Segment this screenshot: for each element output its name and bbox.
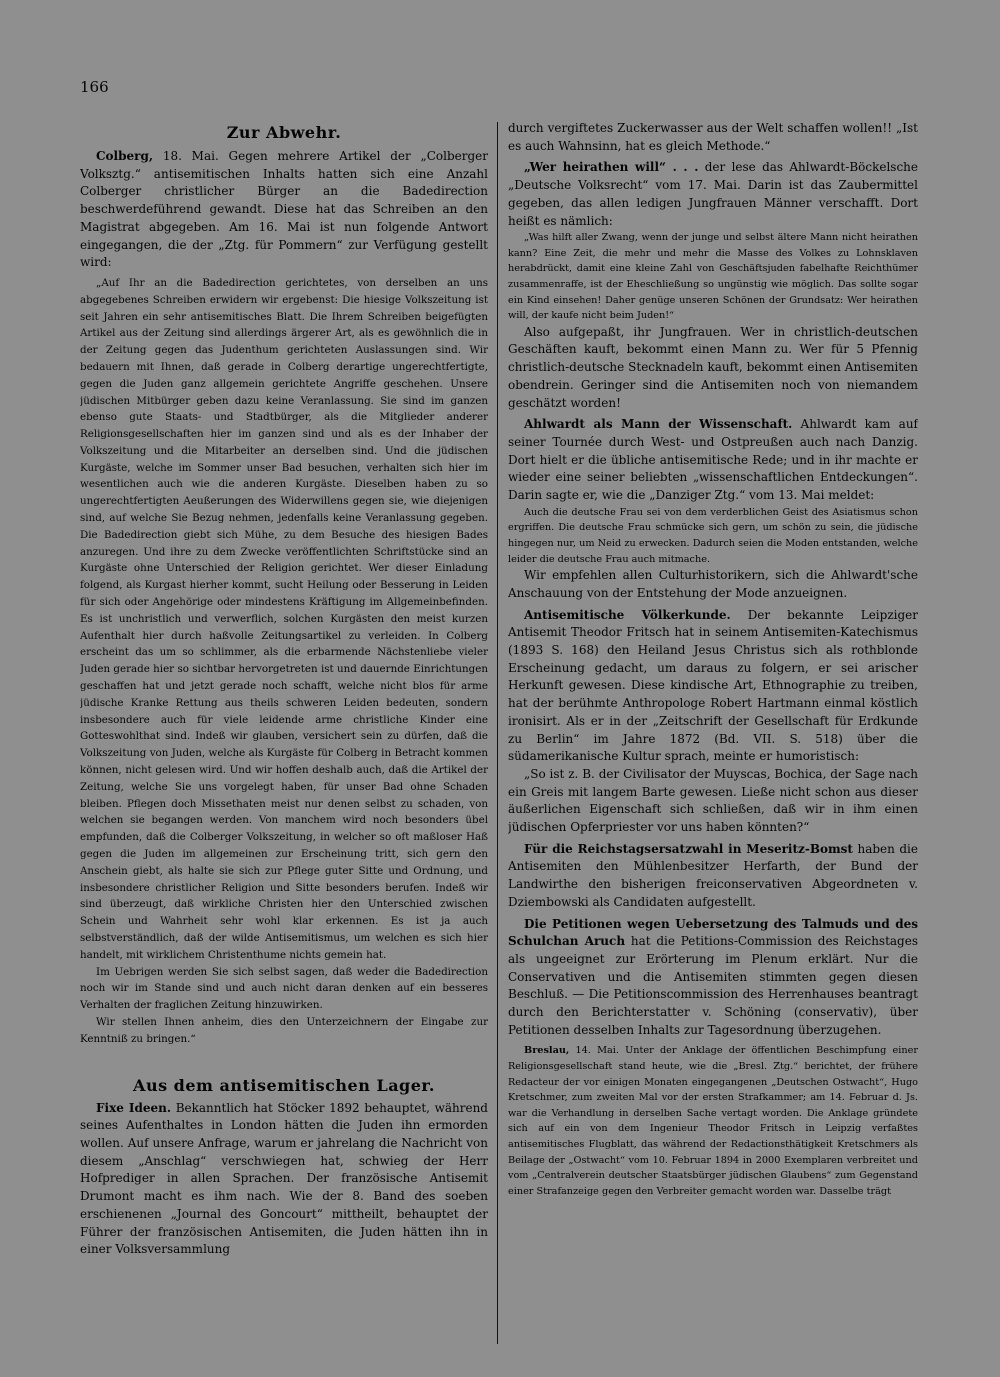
quote-paragraph: Im Uebrigen werden Sie sich selbst sagen, daß weder die Badedirection noch wir im Stande sind und auch nicht daran denken auf ein besseres Verhalten der fraglichen Zeitung hinzuwirken. [80, 965, 488, 1012]
right-column [508, 120, 918, 1345]
article-text: der lese das Ahlwardt-Böckelsche „Deutsche Volksrecht“ vom 17. Mai. Darin ist das Zaubermittel gegeben, das allen ledigen Jungfrauen Männer verschafft. Dort heißt es nämlich: [508, 160, 918, 228]
article-lead: Breslau, [524, 1045, 570, 1057]
quote-paragraph: „Was hilft aller Zwang, wenn der junge und selbst ältere Mann nicht heirathen kann? Eine Zeit, die mehr und mehr die Masse des Volkes zu Lohnsklaven herabdrückt, damit eine kleine Zahl von Geschäftsjuden fabelhafte Reichthümer zusammenraffe, ist der Eheschließung so ungünstig wie möglich. Das sollte sogar ein Kind einsehen! Daher genüge unseren Schönen der Grundsatz: Wer heirathen will, der kaufe nicht beim Juden!“ [508, 232, 918, 322]
article-lead: „Wer heirathen will“ . . . [524, 160, 699, 175]
article-text: 18. Mai. Gegen mehrere Artikel der „Colberger Volksztg.“ antisemitischen Inhalts hatten sich eine Anzahl Colberger christlicher Bürger an die Badedirection beschwerdeführend gewandt. Diese hat das Schreiben an den Magistrat abgegeben. Am 16. Mai ist nun folgende Antwort eingegangen, die der „Ztg. für Pommern“ zur Verfügung gestellt wird: [80, 149, 488, 270]
article-paragraph: Also aufgepaßt, ihr Jungfrauen. Wer in christlich-deutschen Geschäften kauft, bekommt einen Mann zu. Wer für 5 Pfennig christlich-deutsche Stecknadeln kauft, bekommt einen Antisemiten obendrein. Geringer sind die Antisemiten noch von niemandem geschätzt worden! [508, 324, 918, 410]
section-heading-lager: Aus dem antisemitischen Lager. [133, 1075, 435, 1095]
article-lead: Fixe Ideen. [96, 1100, 172, 1115]
section-heading-abwehr: Zur Abwehr. [226, 123, 342, 142]
left-column [80, 120, 488, 1345]
article-heirathen [508, 159, 918, 230]
article-text: haben die Antisemiten den Mühlenbesitzer Herfarth, der Bund der Landwirthe den bisherigen freiconservativen Abgeordneten v. Dziembowski als Candidaten aufgestellt. [508, 841, 918, 909]
quote-paragraph: Auch die deutsche Frau sei von dem verderblichen Geist des Asiatismus schon ergriffen. Die deutsche Frau schmücke sich gern, um schön zu sein, die jüdische hingegen nur, um Neid zu erwecken. Dadurch seien die Moden entstanden, welche leider die deutsche Frau auch mitmache. [508, 506, 918, 565]
article-fixe-ideen [80, 1100, 488, 1259]
article-lead: Für die Reichstagsersatzwahl in Meseritz-Bomst [524, 841, 853, 856]
column-rule [497, 122, 498, 1344]
article-text: Bekanntlich hat Stöcker 1892 behauptet, während seines Aufenthaltes in London hätten die Juden ihn ermorden wollen. Auf unsere Anfrage, warum er jahrelang die Nachricht von diesem „Anschlag“ verschwiegen hat, schwieg der Herr Hofprediger in allen Sprachen. Der französische Antisemit Drumont macht es ihm nach. Wie der 8. Band des soeben erschienenen „Journal des Goncourt“ mittheilt, behauptet der Führer der französischen Antisemiten, die Juden hätten ihn in einer Volksversammlung [80, 1100, 488, 1257]
article-lead: Colberg, [96, 149, 154, 163]
article-continuation: durch vergiftetes Zuckerwasser aus der Welt schaffen wollen!! „Ist es auch Wahnsinn, hat es gleich Methode.“ [508, 121, 918, 153]
article-petitionen [508, 916, 918, 1040]
page-number: 166 [80, 78, 109, 96]
article-voelkerkunde [508, 607, 918, 766]
quote-paragraph: Wir stellen Ihnen anheim, dies den Unterzeichnern der Eingabe zur Kenntniß zu bringen.“ [80, 1015, 488, 1045]
article-lead: Die Petitionen wegen Uebersetzung des Talmuds und des Schulchan Aruch [508, 916, 918, 949]
article-paragraph: Wir empfehlen allen Culturhistorikern, sich die Ahlwardt'sche Anschauung von der Entstehung der Mode anzueignen. [508, 568, 918, 600]
quote-paragraph: „So ist z. B. der Civilisator der Muyscas, Bochica, der Sage nach ein Greis mit langem Barte gewesen. Ließe nicht schon aus dieser äußerlichen Eigenschaft sich schließen, daß wir in ihm einen jüdischen Opferpriester vor uns haben könnten?“ [508, 766, 918, 835]
article-lead: Ahlwardt als Mann der Wissenschaft. [524, 417, 793, 432]
article-breslau [508, 1043, 918, 1199]
article-text: 14. Mai. Unter der Anklage der öffentlichen Beschimpfung einer Religionsgesellschaft stand heute, wie die „Bresl. Ztg.“ berichtet, der frühere Redacteur der vor einigen Monaten eingegangenen „Deutschen Ostwacht“, Hugo Kretschmer, zum zweiten Mal vor der ersten Strafkammer; am 14. Februar d. Js. war die Verhandlung in derselben Sache vertagt worden. Die Anklage gründete sich auf ein von dem Ingenieur Theodor Fritsch in Leipzig verfaßtes antisemitisches Flugblatt, das während der Redactionsthätigkeit Kretschmers als Beilage der „Ostwacht“ vom 10. Februar 1894 in 2000 Exemplaren verbreitet und vom „Centralverein deutscher Staatsbürger jüdischen Glaubens“ zum Gegenstand einer Strafanzeige gegen den Verbreiter gemacht worden war. Dasselbe trägt [508, 1045, 918, 1197]
article-colberg [80, 148, 488, 272]
article-ahlwardt [508, 416, 918, 505]
article-text: Ahlwardt kam auf seiner Tournée durch West- und Ostpreußen auch nach Danzig. Dort hielt er die übliche antisemitische Rede; und in ihr machte er wieder eine seiner beliebten „wissenschaftlichen Entdeckungen“. Darin sagte er, wie die „Danziger Ztg.“ vom 13. Mai meldet: [508, 417, 918, 503]
article-text: Der bekannte Leipziger Antisemit Theodor Fritsch hat in seinem Antisemiten-Katechismus (1893 S. 168) den Heiland Jesus Christus sich als rothblonde Erscheinung gedacht, um daraus zu folgern, er sei arischer Herkunft gewesen. Diese kindische Art, Ethnographie zu treiben, hat der berühmte Anthropologe Robert Hartmann einmal köstlich ironisirt. Als er in der „Zeitschrift der Gesellschaft für Erdkunde zu Berlin“ im Jahre 1872 (Bd. VII. S. 518) über die südamerikanische Kultur sprach, meinte er humoristisch: [508, 607, 918, 764]
article-lead: Antisemitische Völkerkunde. [524, 607, 731, 622]
article-meseritz [508, 841, 918, 912]
quote-paragraph: „Auf Ihr an die Badedirection gerichtetes, von derselben an uns abgegebenes Schreiben erwidern wir ergebenst: Die hiesige Volkszeitung ist seit Jahren ein sehr antisemitisches Blatt. Die Ihrem Schreiben beigefügten Artikel aus der Zeitung sind allerdings ärgerer Art, als es gewöhnlich die in der Zeitung gegen das Judenthum gerichteten Auslassungen sind. Wir bedauern mit Ihnen, daß gerade in Colberg derartige ungerechtfertigte, gegen die Juden ganz allgemein gerichtete Angriffe geschehen. Unsere jüdischen Mitbürger geben dazu keine Veranlassung. Sie sind im ganzen ebenso gute Staats- und Stadtbürger, als die Mitglieder anderer Religionsgesellschaften hier im ganzen sind und als es der Inhaber der Volkszeitung und die Mitarbeiter an derselben sind. Und die jüdischen Kurgäste, welche im Sommer unser Bad besuchen, verhalten sich hier im wesentlichen auch wie die anderen Kurgäste. Dieselben haben zu so ungerechtfertigten Aeußerungen des Widerwillens gegen sie, wie diejenigen sind, auf welche Sie Bezug nehmen, jedenfalls keine Veranlassung gegeben. Die Badedirection giebt sich Mühe, zu dem Besuche des hiesigen Bades anzuregen. Und ihre zu dem Zwecke veröffentlichten Schriftstücke sind an Kurgäste ohne Unterschied der Religion gerichtet. Wer dieser Einladung folgend, als Kurgast hierher kommt, sucht Heilung oder Besserung in Leiden für sich oder Angehörige oder mindestens Kräftigung im Allgemeinbefinden. Es ist unchristlich und verwerflich, solchen Kurgästen den meist kurzen Aufenthalt hier durch haßvolle Zeitungsartikel zu verleiden. In Colberg erscheint das um so schlimmer, als die erbarmende Nächstenliebe vieler Juden gerade hier so sichtbar hervorgetreten ist und dauernde Einrichtungen geschaffen hat und jetzt gerade noch schafft, welche nicht blos für arme jüdische Kranke Rettung aus theils schweren Leiden bedeuten, sondern insbesondere auch für viele leidende arme christliche Kinder eine Gotteswohlthat sind. Indeß wir glauben, versichert sein zu dürfen, daß die Volkszeitung von Juden, welche als Kurgäste für Colberg in Betracht kommen können, nicht gelesen wird. Und wir hoffen deshalb auch, daß die Artikel der Zeitung, welche Sie uns vorgelegt haben, für unser Bad ohne Schaden bleiben. Pflegen doch Missethaten meist nur denen selbst zu schaden, von welchen sie begangen werden. Von manchem wird noch besonders übel empfunden, daß die Colberger Volkszeitung, in welcher so oft maßloser Haß gegen die Juden im allgemeinen zur Erscheinung tritt, sich gern den Anschein giebt, als halte sie sich zur Pflege guter Sitte und Ordnung, und insbesondere christlicher Religion und Sitte besonders berufen. Indeß wir sind überzeugt, daß wirkliche Christen hier den Unterschied zwischen Schein und Wahrheit sehr wohl klar erkennen. Es ist ja auch selbstverständlich, daß der wilde Antisemitismus, um welchen es sich hier handelt, mit wirklichem Christenthume nichts gemein hat. [80, 276, 488, 961]
article-text: hat die Petitions-Commission des Reichstages als ungeeignet zur Erörterung im Plenum erklärt. Nur die Conservativen und die Antisemiten stimmten gegen diesen Beschluß. — Die Petitionscommission des Herrenhauses beantragt durch den Berichterstatter v. Schöning (conservativ), über Petitionen desselben Inhalts zur Tagesordnung überzugehen. [508, 934, 918, 1037]
